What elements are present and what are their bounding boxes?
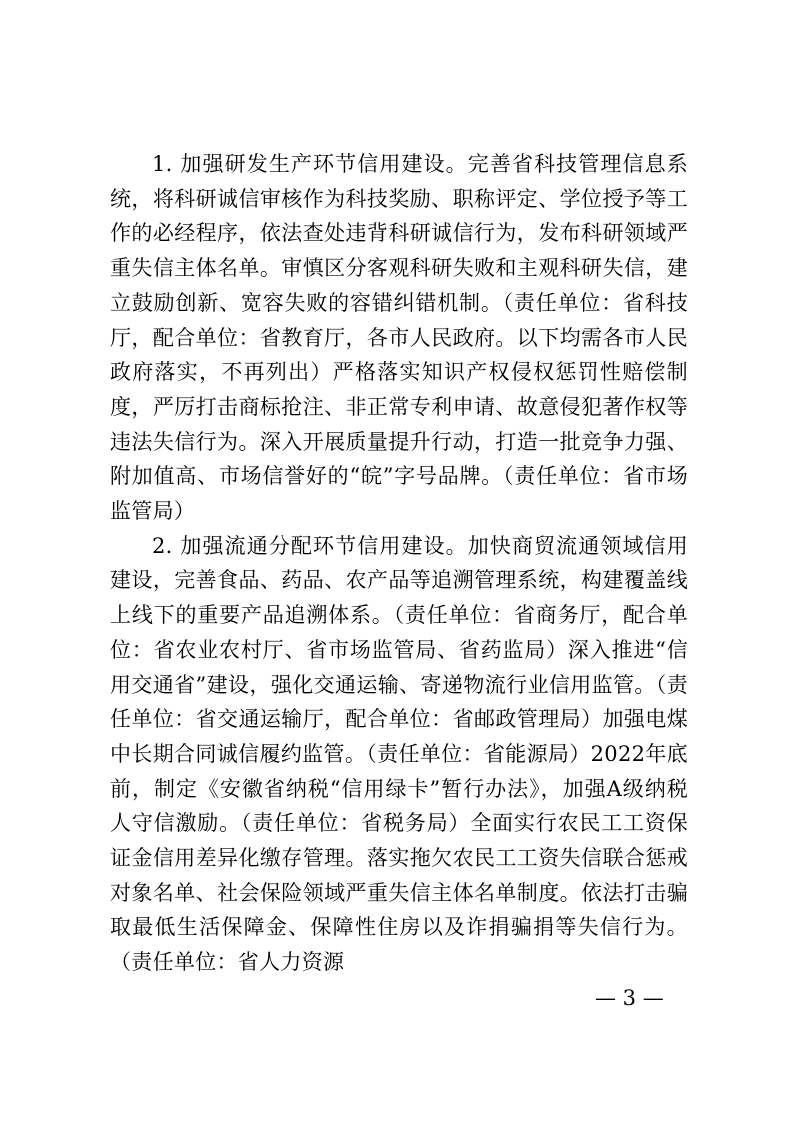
page-number: — 3 — — [595, 986, 664, 1010]
paragraph-2: 2. 加强流通分配环节信用建设。加快商贸流通领域信用建设，完善食品、药品、农产品等追溯管理系统，构建覆盖线上线下的重要产品追溯体系。（责任单位：省商务厅，配合单位：省农业农村厅、省市场监管局、省药监局）深入推进“信用交通省”建设，强化交通运输、寄递物流行业信用监管。（责任单位：省交通运输厅，配合单位：省邮政管理局）加强电煤中长期合同诚信履约监管。（责任单位：省能源局）2022年底前，制定《安徽省纳税“信用绿卡”暂行办法》，加强A级纳税人守信激励。（责任单位：省税务局）全面实行农民工工资保证金信用差异化缴存管理。落实拖欠农民工工资失信联合惩戒对象名单、社会保险领域严重失信主体名单制度。依法打击骗取最低生活保障金、保障性住房以及诈捐骗捐等失信行为。（责任单位：省人力资源 — [110, 533, 688, 975]
document-body — [110, 147, 688, 980]
paragraph-1: 1. 加强研发生产环节信用建设。完善省科技管理信息系统，将科研诚信审核作为科技奖励、职称评定、学位授予等工作的必经程序，依法查处违背科研诚信行为，发布科研领域严重失信主体名单。审慎区分客观科研失败和主观科研失信，建立鼓励创新、宽容失败的容错纠错机制。（责任单位：省科技厅，配合单位：省教育厅，各市人民政府。以下均需各市人民政府落实，不再列出）严格落实知识产权侵权惩罚性赔偿制度，严厉打击商标抢注、非正常专利申请、故意侵犯著作权等违法失信行为。深入开展质量提升行动，打造一批竞争力强、附加值高、市场信誉好的“皖”字号品牌。（责任单位：省市场监管局） — [110, 152, 688, 524]
